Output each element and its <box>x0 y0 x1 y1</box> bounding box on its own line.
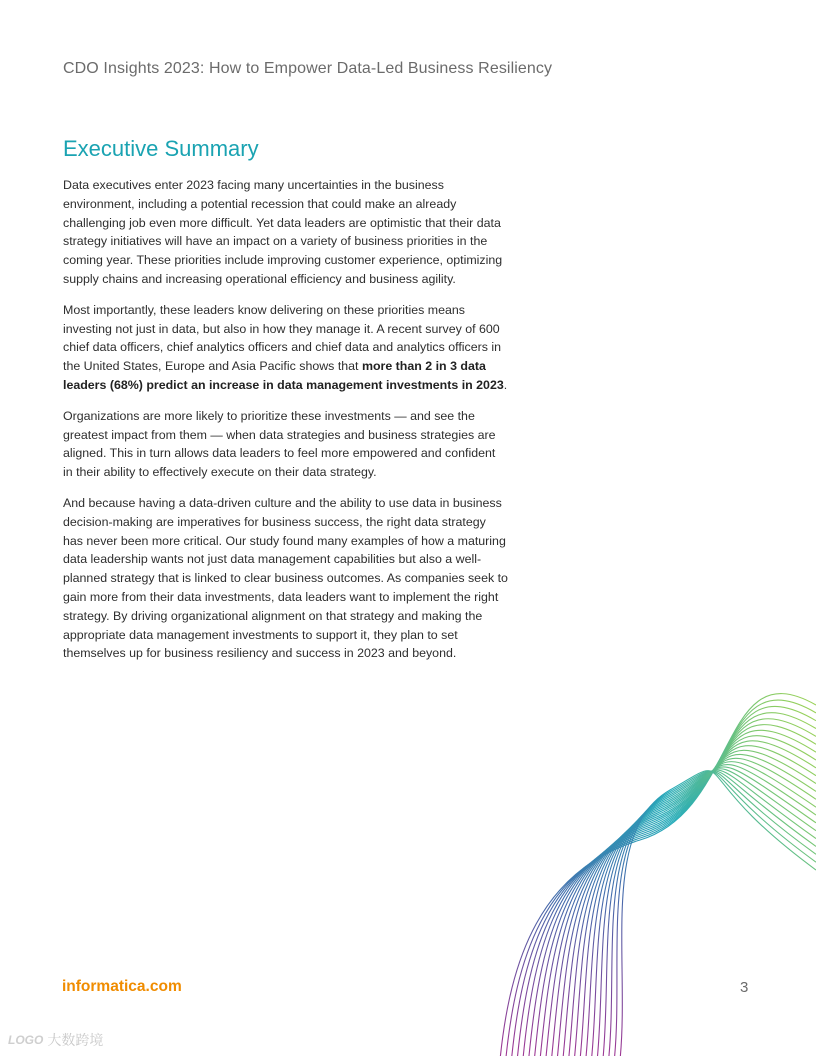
paragraph-2-end: . <box>503 377 508 392</box>
section-title: Executive Summary <box>63 136 259 161</box>
wave-line <box>534 730 816 1056</box>
wave-line <box>563 754 816 1056</box>
paragraph-2-highlight: more than 2 in 3 data leaders (68%) predict an increase in data management investments in 2023 <box>63 359 504 392</box>
wave-line <box>529 725 816 1056</box>
wave-line <box>591 769 816 1056</box>
paragraph-1: Data executives enter 2023 facing many uncertainties in the business environment, including a potential recession that could make an already challenging job even more difficult. Yet data leaders are optimistic that their data strategy initiatives will have an impact on a variety of business priorities in the coming year. These priorities include improving customer experience, optimizing supply chains and increasing operational efficiency and business agility. <box>63 178 503 286</box>
wave-line <box>506 700 816 1056</box>
wave-line <box>574 762 816 1056</box>
wave-line <box>580 764 816 1056</box>
wave-line <box>546 741 816 1056</box>
wave-line <box>517 713 816 1056</box>
paragraph-3: Organizations are more likely to prioritize these investments — and see the greatest impact from them — when data strategies and business strategies are aligned. This in turn allows data leaders to feel more empowered and confident in their ability to effectively execute on their data strategy. <box>63 408 496 480</box>
watermark-text: 大数跨境 <box>47 1032 104 1048</box>
document-title: CDO Insights 2023: How to Empower Data-Led Business Resiliency <box>63 60 553 77</box>
wave-line <box>620 771 816 1056</box>
paragraph-2-intro: Most importantly, these leaders know delivering on these priorities means investing not just in data, but also in how they manage it. A recent survey of 600 chief data officers, chief analytics officers and chief data and analytics officers in the United States, Europe and Asia Pacific shows that <box>63 302 502 374</box>
wave-line <box>603 771 816 1056</box>
wave-line <box>586 767 816 1056</box>
wave-line <box>500 694 816 1056</box>
paragraph-2 <box>63 301 508 395</box>
wave-line <box>557 750 816 1056</box>
watermark-logo-icon: LOGO <box>8 1033 44 1047</box>
wave-line <box>511 706 816 1056</box>
wave-line <box>523 719 816 1056</box>
wave-line <box>569 758 816 1056</box>
wave-line <box>551 746 816 1056</box>
wave-line <box>614 771 816 1056</box>
website-link[interactable]: informatica.com <box>62 978 182 995</box>
wave-line <box>540 736 816 1056</box>
watermark <box>8 1030 103 1050</box>
wave-line <box>609 771 816 1056</box>
body-text <box>63 176 508 675</box>
wave-line <box>597 770 816 1056</box>
paragraph-4: And because having a data-driven culture and the ability to use data in business decision-making are imperatives for business success, the right data strategy has never been more critical. Our study found many examples of how a maturing data leadership wants not just data management capabilities but also a well-planned strategy that is linked to clear business outcomes. As companies seek to gain more from their data investments, data leaders want to implement the right strategy. By driving organizational alignment on that strategy and making the appropriate data management investments to support it, they plan to set themselves up for business resiliency and success in 2023 and beyond. <box>63 495 508 661</box>
page-number: 3 <box>740 979 749 996</box>
